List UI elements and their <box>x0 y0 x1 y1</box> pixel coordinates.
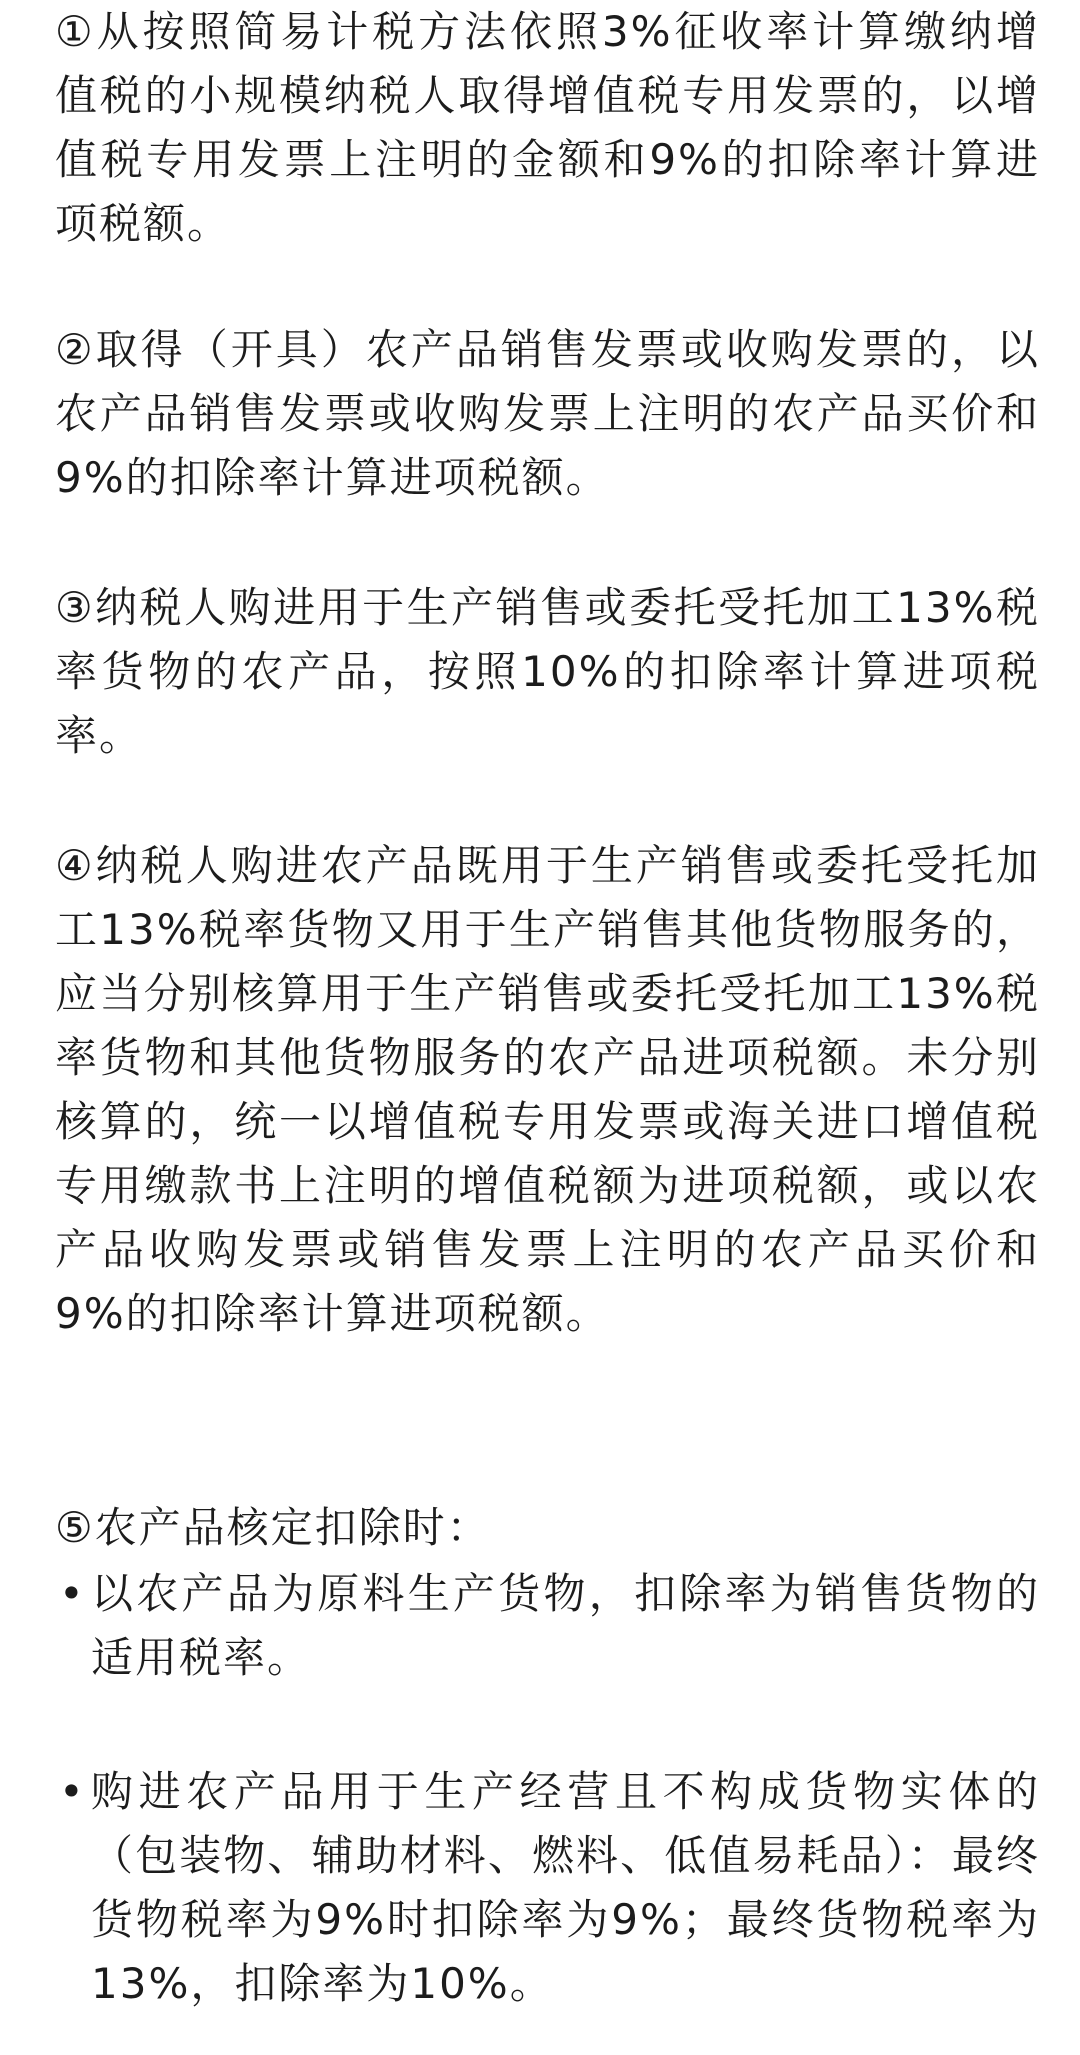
bullet-item-2 <box>55 1760 1040 2016</box>
paragraph-1: ①从按照简易计税方法依照3%征收率计算缴纳增值税的小规模纳税人取得增值税专用发票的，以增值税专用发票上注明的金额和9%的扣除率计算进项税额。 <box>55 7 1040 248</box>
bullet-item-1 <box>55 1562 1040 1690</box>
paragraph-5-heading: ⑤农产品核定扣除时： <box>55 1503 491 1552</box>
paragraph-3: ③纳税人购进用于生产销售或委托受托加工13%税率货物的农产品，按照10%的扣除率计算进项税率。 <box>55 583 1040 760</box>
paragraph-2: ②取得（开具）农产品销售发票或收购发票的，以农产品销售发票或收购发票上注明的农产品买价和9%的扣除率计算进项税额。 <box>55 325 1040 502</box>
bullet-item-2-text: 购进农产品用于生产经营且不构成货物实体的（包装物、辅助材料、燃料、低值易耗品）：最终货物税率为9%时扣除率为9%；最终货物税率为13%，扣除率为10%。 <box>91 1767 1040 2008</box>
bullet-dot-icon: • <box>59 1569 86 1618</box>
bullet-dot-icon: • <box>59 1767 86 1816</box>
paragraph-4: ④纳税人购进农产品既用于生产销售或委托受托加工13%税率货物又用于生产销售其他货物服务的，应当分别核算用于生产销售或委托受托加工13%税率货物和其他货物服务的农产品进项税额。未分别核算的，统一以增值税专用发票或海关进口增值税专用缴款书上注明的增值税额为进项税额，或以农产品收购发票或销售发票上注明的农产品买价和9%的扣除率计算进项税额。 <box>55 841 1040 1338</box>
bullet-item-1-text: 以农产品为原料生产货物，扣除率为销售货物的适用税率。 <box>91 1569 1040 1682</box>
